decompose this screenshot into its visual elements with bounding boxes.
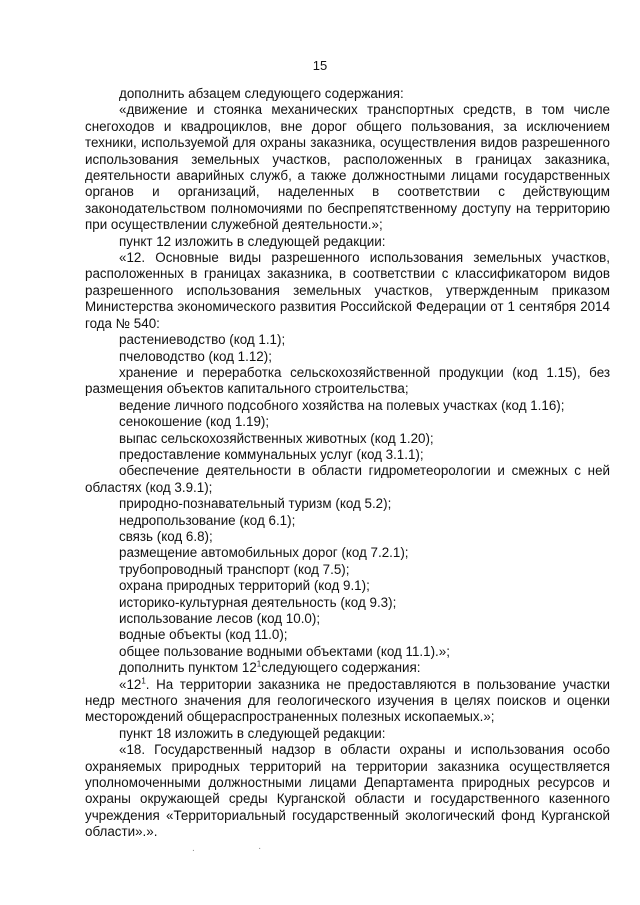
paragraph-item-18-instruction: пункт 18 изложить в следующей редакции:	[119, 725, 386, 741]
paragraph-item-12-instruction: пункт 12 изложить в следующей редакции:	[119, 233, 386, 249]
list-item-nature-protection: охрана природных территорий (код 9.1);	[119, 578, 370, 594]
text-fragment: дополнить пунктом 12	[119, 660, 257, 676]
list-item-cultural-heritage: историко-культурная деятельность (код 9.3);	[119, 594, 397, 610]
paragraph-vehicle-movement: «движение и стоянка механических транспортных средств, в том числе снегоходов и квадроциклов, вне дорог общего пользования, за исключением техники, используемой для охраны заказника, осуществления видов разрешенного использования земельных участков, расположенных в границах заказника, деятельности аварийных служб, а также должностными лицами государственных органов и организаций, наделенных в соответствии с действующим законодательством полномочиями по беспрепятственному доступу на территорию при осуществлении служебной деятельности.»;	[85, 102, 610, 233]
list-item-beekeeping: пчеловодство (код 1.12);	[119, 348, 272, 364]
list-item-grazing: выпас сельскохозяйственных животных (код 1.20);	[119, 430, 434, 446]
list-item-subsoil-use: недропользование (код 6.1);	[119, 512, 296, 528]
scan-mark: .	[192, 843, 195, 854]
superscript: 1	[256, 659, 262, 669]
list-item-water-objects: водные объекты (код 11.0);	[119, 627, 288, 643]
list-item-water-public-use: общее пользование водными объектами (код 11.1).»;	[119, 643, 450, 659]
paragraph-item-12-1-instruction	[85, 660, 610, 676]
paragraph-item-18-text: «18. Государственный надзор в области охраны и использования особо охраняемых природных территорий на территории заказника осуществляется уполномоченными должностными лицами Департамента природных ресурсов и охраны окружающей среды Курганской области и государственного казенного учреждения «Территориальный государственный экологический фонд Курганской области».».	[85, 742, 610, 840]
list-item-haymaking: сенокошение (код 1.19);	[119, 414, 270, 430]
list-item-roads: размещение автомобильных дорог (код 7.2.1);	[119, 545, 409, 561]
list-item-storage-processing: хранение и переработка сельскохозяйственной продукции (код 1.15), без размещения объектов капитального строительства;	[85, 364, 610, 397]
list-item-communications: связь (код 6.8);	[119, 528, 213, 544]
scan-mark: ·	[258, 843, 262, 854]
text-fragment: . На территории заказника не предоставляются в пользование участки недр местного значения для геологического изучения в целях поисков и оценки месторождений общераспространенных полезных ископаемых.»;	[85, 676, 610, 725]
list-item-personal-farming: ведение личного подсобного хозяйства на полевых участках (код 1.16);	[119, 397, 565, 413]
document-body	[85, 86, 610, 841]
list-item-eco-tourism: природно-познавательный туризм (код 5.2);	[119, 496, 392, 512]
list-item-utilities: предоставление коммунальных услуг (код 3.1.1);	[119, 446, 424, 462]
paragraph-item-12-1-text	[85, 677, 610, 726]
list-item-hydrometeorology: обеспечение деятельности в области гидрометеорологии и смежных с ней областях (код 3.9.1);	[85, 463, 610, 495]
text-fragment: следующего содержания:	[261, 660, 421, 676]
list-item-forest-use: использование лесов (код 10.0);	[119, 611, 321, 626]
page-number: 15	[312, 58, 328, 73]
list-item-pipelines: трубопроводный транспорт (код 7.5);	[119, 561, 350, 577]
list-item-plant-growing: растениеводство (код 1.1);	[119, 332, 286, 348]
paragraph-intro-addition: дополнить абзацем следующего содержания:	[119, 86, 404, 101]
paragraph-item-12-text: «12. Основные виды разрешенного использования земельных участков, расположенных в границах заказника, в соответствии с классификатором видов разрешенного использования земельных участков, утвержденным приказом Министерства экономического развития Российской Федерации от 1 сентября 2014 года № 540:	[85, 250, 610, 331]
superscript: 1	[141, 676, 146, 686]
text-fragment: «12	[119, 676, 142, 692]
